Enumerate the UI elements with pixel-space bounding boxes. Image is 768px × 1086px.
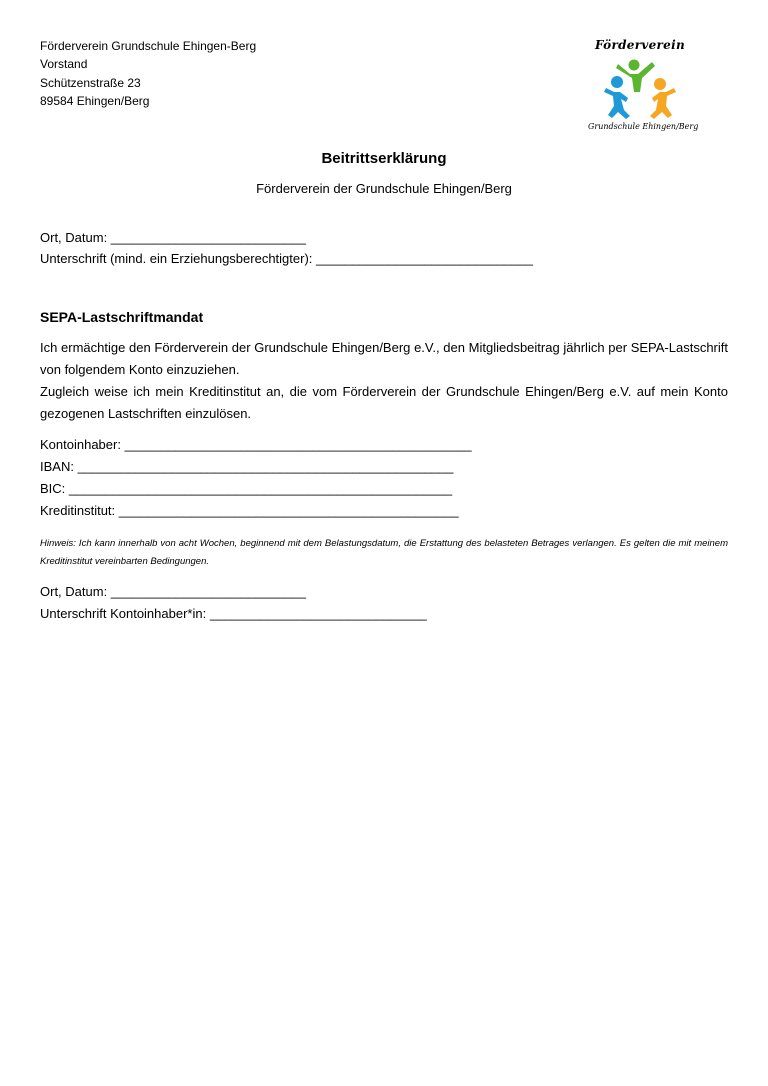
sepa-place-date-field[interactable]: Ort, Datum: ___________________________ <box>40 584 306 599</box>
orange-figure-head <box>654 78 666 90</box>
iban-field[interactable]: IBAN: ____________________________________________________ <box>40 459 454 474</box>
green-figure-head <box>629 60 640 71</box>
account-holder-signature-field[interactable]: Unterschrift Kontoinhaber*in: ______________________________ <box>40 606 427 621</box>
logo-title: Förderverein <box>595 38 685 52</box>
bic-field[interactable]: BIC: _____________________________________________________ <box>40 481 453 496</box>
document-title: Beitrittserklärung <box>321 150 447 167</box>
sepa-heading: SEPA-Lastschriftmandat <box>40 309 204 325</box>
association-logo <box>588 38 698 138</box>
sender-name: Förderverein Grundschule Ehingen-Berg <box>40 39 257 53</box>
children-figures-icon <box>604 58 676 120</box>
membership-place-date-field[interactable]: Ort, Datum: ___________________________ <box>40 230 306 245</box>
sepa-bank-instruction-text: Zugleich weise ich mein Kreditinstitut an, die vom Förderverein der Grundschule Ehingen/Berg e.V. auf mein Konto gezogenen Lastschriften einzulösen. <box>40 384 728 421</box>
sepa-mandate-text: Ich ermächtige den Förderverein der Grundschule Ehingen/Berg e.V., den Mitgliedsbeitrag jährlich per SEPA-Lastschrift von folgendem Konto einzuziehen. <box>40 340 728 377</box>
membership-signature-field[interactable]: Unterschrift (mind. ein Erziehungsberechtigter): ______________________________ <box>40 251 533 266</box>
blue-figure-head <box>611 76 623 88</box>
sender-address <box>40 37 256 110</box>
refund-note: Hinweis: Ich kann innerhalb von acht Wochen, beginnend mit dem Belastungsdatum, die Erstattung des belasteten Betrages verlangen. Es gelten die mit meinem Kreditinstitut vereinbarten Bedingungen. <box>40 538 728 567</box>
logo-subtitle: Grundschule Ehingen/Berg <box>588 122 699 131</box>
bank-name-field[interactable]: Kreditinstitut: _______________________________________________ <box>40 503 459 518</box>
blue-figure-body <box>604 88 630 119</box>
account-holder-field[interactable]: Kontoinhaber: ________________________________________________ <box>40 437 472 452</box>
sender-street: Schützenstraße 23 <box>40 75 141 90</box>
sender-city: 89584 Ehingen/Berg <box>40 93 150 108</box>
orange-figure-body <box>650 88 676 119</box>
document-subtitle: Förderverein der Grundschule Ehingen/Berg <box>256 181 512 196</box>
sender-board: Vorstand <box>40 57 88 72</box>
